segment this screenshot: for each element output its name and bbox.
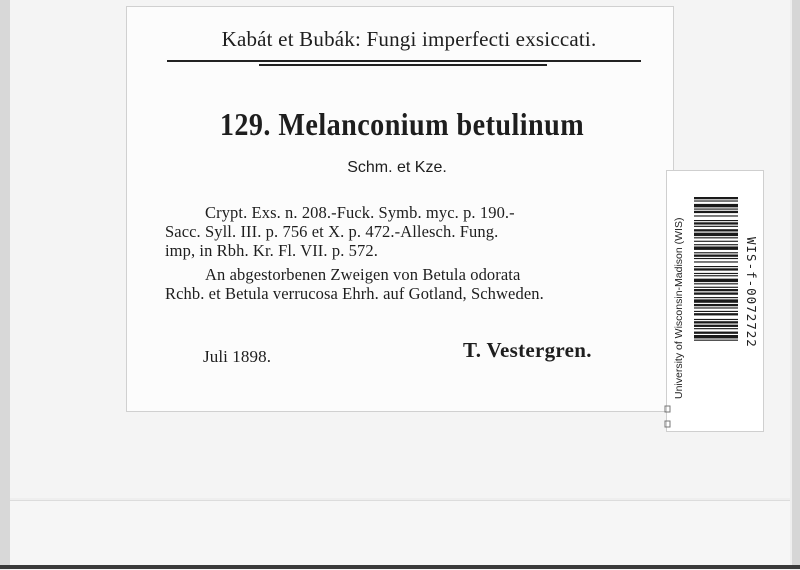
- reference-line: Crypt. Exs. n. 208.-Fuck. Symb. myc. p. 190.-: [205, 203, 515, 222]
- habitat-line: Rchb. et Betula verrucosa Ehrh. auf Gotland, Schweden.: [165, 284, 544, 303]
- barcode-bar: [694, 246, 738, 249]
- right-page-edge: [792, 0, 800, 569]
- catalog-number: WIS-f-0072722: [744, 237, 759, 348]
- barcode-graphic: [667, 171, 763, 431]
- barcode-bar: [694, 222, 738, 224]
- left-page-edge: [0, 0, 10, 569]
- barcode-bar: [694, 226, 738, 227]
- barcode-bar: [694, 325, 738, 327]
- barcode-bar: [694, 209, 738, 210]
- species-title: 129. Melanconium betulinum: [219, 106, 585, 142]
- barcode-bar: [694, 299, 738, 302]
- barcode-bar: [694, 332, 738, 334]
- barcode-bar: [694, 200, 738, 201]
- label-header: Kabát et Bubák: Fungi imperfecti exsiccati.: [221, 27, 597, 51]
- barcode-bar: [694, 266, 738, 267]
- corner-marks: [664, 404, 674, 430]
- collection-date: Juli 1898.: [203, 347, 272, 366]
- reference-line: imp, in Rbh. Kr. Fl. VII. p. 572.: [165, 241, 378, 260]
- barcode-bar: [694, 289, 738, 291]
- barcode-bar: [694, 319, 738, 320]
- barcode-bar: [694, 233, 738, 236]
- barcode-bar: [694, 211, 738, 213]
- barcode-bars: [694, 197, 738, 341]
- header-rule-bottom: [259, 64, 547, 66]
- barcode-bar: [694, 292, 738, 294]
- reference-line: Sacc. Syll. III. p. 756 et X. p. 472.-Allesch. Fung.: [165, 222, 499, 241]
- species-authority: Schm. et Kze.: [347, 159, 447, 176]
- barcode-bar: [694, 204, 738, 207]
- barcode-bar: [694, 215, 738, 216]
- barcode-bar: [694, 321, 738, 323]
- barcode-bar: [694, 283, 738, 284]
- barcode-bar: [694, 229, 738, 231]
- barcode-bar: [694, 268, 738, 270]
- bottom-scan-edge: [0, 565, 800, 569]
- barcode-bar: [694, 197, 738, 199]
- barcode-bar: [694, 241, 738, 242]
- barcode-bar: [694, 261, 738, 262]
- barcode-bar: [694, 244, 738, 245]
- barcode-bar: [694, 279, 738, 282]
- specimen-label: [126, 6, 674, 412]
- header-rule-top: [167, 60, 641, 62]
- barcode-bar: [694, 275, 738, 276]
- barcode-bar: [694, 237, 738, 238]
- barcode-bar: [694, 220, 738, 221]
- barcode-label: [666, 170, 764, 432]
- herbarium-sheet-lower-fold: [10, 500, 790, 570]
- barcode-bar: [694, 273, 738, 274]
- institution-text: University of Wisconsin-Madison (WIS): [673, 217, 685, 399]
- collector-name: T. Vestergren.: [463, 338, 592, 362]
- barcode-bar: [694, 255, 738, 257]
- barcode-bar: [694, 340, 738, 341]
- barcode-bar: [694, 311, 738, 312]
- habitat-line: An abgestorbenen Zweigen von Betula odorata: [205, 265, 521, 284]
- barcode-bar: [694, 287, 738, 288]
- barcode-bar: [694, 328, 738, 329]
- barcode-bar: [694, 335, 738, 338]
- barcode-bar: [694, 304, 738, 306]
- barcode-bar: [694, 307, 738, 308]
- barcode-bar: [694, 258, 738, 259]
- barcode-bar: [694, 252, 738, 253]
- barcode-bar: [694, 297, 738, 298]
- barcode-bar: [694, 313, 738, 315]
